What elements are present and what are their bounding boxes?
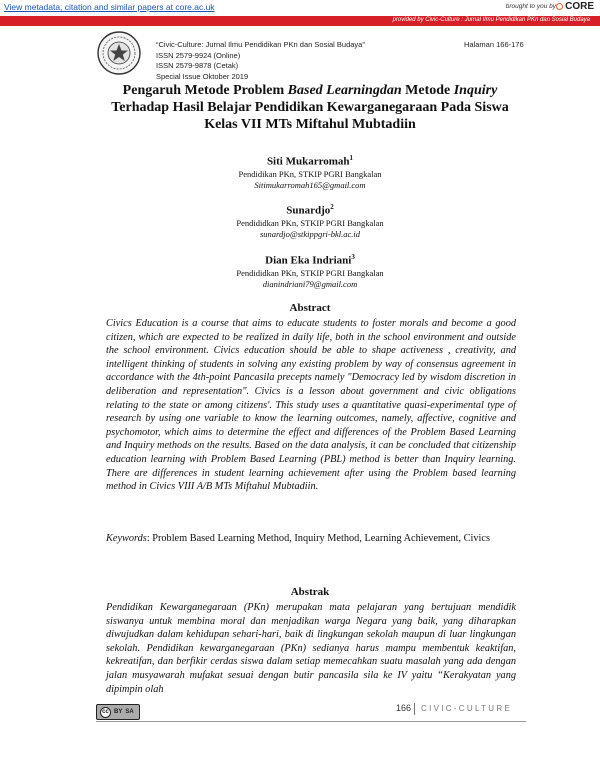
brought-to-you-label: brought to you by (505, 3, 556, 10)
author-name (100, 200, 520, 218)
issue-label: Special Issue Oktober 2019 (156, 71, 249, 81)
author-affiliation: Pendidikan PKn, STKIP PGRI Bangkalan (238, 168, 382, 179)
journal-name: “Civic-Culture: Jurnal Ilmu Pendidikan PKn dan Sosial Budaya” (156, 40, 365, 49)
author-sup: 2 (330, 203, 334, 211)
provider-text: provided by Civic-Culture : Jurnal Ilmu Pendidikan PKn dan Sosial Budaya (392, 17, 590, 23)
paper-title (100, 82, 520, 133)
author-affiliation: Pendididkan PKn, STKIP PGRI Bangkalan (236, 267, 384, 278)
author-sup: 3 (351, 253, 355, 261)
cc-sa-label: SA (125, 709, 134, 715)
footer-brand: CIVIC-CULTURE (421, 704, 513, 713)
title-part: Terhadap Hasil Belajar Pendidikan Kewarganegaraan Pada Siswa Kelas VII MTs Miftahul Mubtadiin (111, 100, 509, 132)
author-name-text: Dian Eka Indriani (265, 254, 352, 267)
abstrak-text: Pendidikan Kewarganegaraan (PKn) merupakan mata pelajaran yang bertujuan mendidik siswanya untuk membina moral dan menjadikan warga Negara yang baik, yang diharapkan diwujudkan dalam kehidupan sehari-hari, baik di lingkungan sekolah maupun di luar lingkungan sekolah. Pendidikan kewarganegaraan (PKn) sedianya harus mampu membentuk keaktifan, kekreatifan, dan berfikir cerdas siswa dalam setiap memecahkan suatu masalah yang ada dengan jalan musyawarah mufakat sesuai dengan butir pancasila sila ke IV yaitu “Kerakyatan yang dipimpin olah (106, 602, 516, 695)
footer-divider (414, 703, 415, 715)
title-part-italic: Inquiry (453, 83, 498, 98)
keywords-label: Keywords (106, 533, 147, 544)
author-block (100, 151, 520, 191)
provider-bar (0, 16, 600, 26)
core-icon (556, 3, 563, 10)
keywords (106, 532, 516, 546)
title-part-italic: Based Learningdan (287, 83, 402, 98)
cc-icon: cc (100, 707, 111, 718)
title-part: Pengaruh Metode Problem (122, 83, 288, 98)
abstrak-heading: Abstrak (290, 586, 330, 598)
abstract-text: Civics Education is a course that aims to educate students to foster morals and become a good citizen, which are expected to be realized in daily life, both in the school environment and outside the school environment. Civics education should be able to shape activeness , creativity, and intelligent thinking of students in solving any existing problem by way of consensus agreement in accordance with the 4th-point Pancasila precepts namely "Democracy led by wisdom discretion in deliberation and representation". Civics is a lesson about government and civic obligations relating to the state or among citizens'. This study uses a quantitative quasi-experimental type of research by using one variable to know the learning outcomes, namely, affective, cognitive and psychomotor, which aims to determine the effect and differences of the Problem Based Learning and Inquiry methods on the results. Based on the data analysis, it can be concluded that citizenship education learning with Problem Based Learning (PBL) method is better than Inquiry learning. There are differences in student learning achievement after using the Problem based learning method in Civics VIII A/B MTs Miftahul Mubtadiin. (106, 318, 516, 493)
author-block (100, 250, 520, 290)
author-affiliation: Pendididkan PKn, STKIP PGRI Bangkalan (236, 217, 384, 228)
author-name (100, 151, 520, 169)
core-label: CORE (565, 1, 594, 12)
author-email: sunardjo@stkippgri-bkl.ac.id (259, 228, 361, 239)
page-number: 166 (396, 703, 412, 713)
author-email: dianindriani79@gmail.com (262, 278, 358, 289)
cc-by-label: BY (114, 709, 123, 715)
title-part: Metode (401, 83, 454, 98)
issn-print: ISSN 2579-9878 (Cetak) (156, 61, 239, 70)
author-name-text: Siti Mukarromah (266, 155, 350, 168)
core-logo[interactable] (556, 1, 594, 12)
author-sup: 1 (349, 154, 354, 162)
author-name-text: Sunardjo (286, 204, 331, 217)
view-metadata-link[interactable]: View metadata, citation and similar papers at core.ac.uk (4, 2, 215, 12)
author-block (100, 200, 520, 240)
author-email: Sitimukarromah165@gmail.com (254, 179, 366, 190)
footer-line (96, 721, 526, 722)
journal-header (156, 40, 365, 82)
page-range: Halaman 166-176 (464, 40, 524, 49)
keywords-text: : Problem Based Learning Method, Inquiry Method, Learning Achievement, Civics (146, 533, 490, 544)
cc-license-badge[interactable] (96, 704, 140, 720)
journal-logo-icon (96, 30, 142, 76)
core-topbar (0, 0, 600, 16)
issn-online: ISSN 2579-9924 (Online) (156, 50, 241, 60)
author-name (100, 250, 520, 268)
abstract-heading: Abstract (289, 302, 331, 314)
